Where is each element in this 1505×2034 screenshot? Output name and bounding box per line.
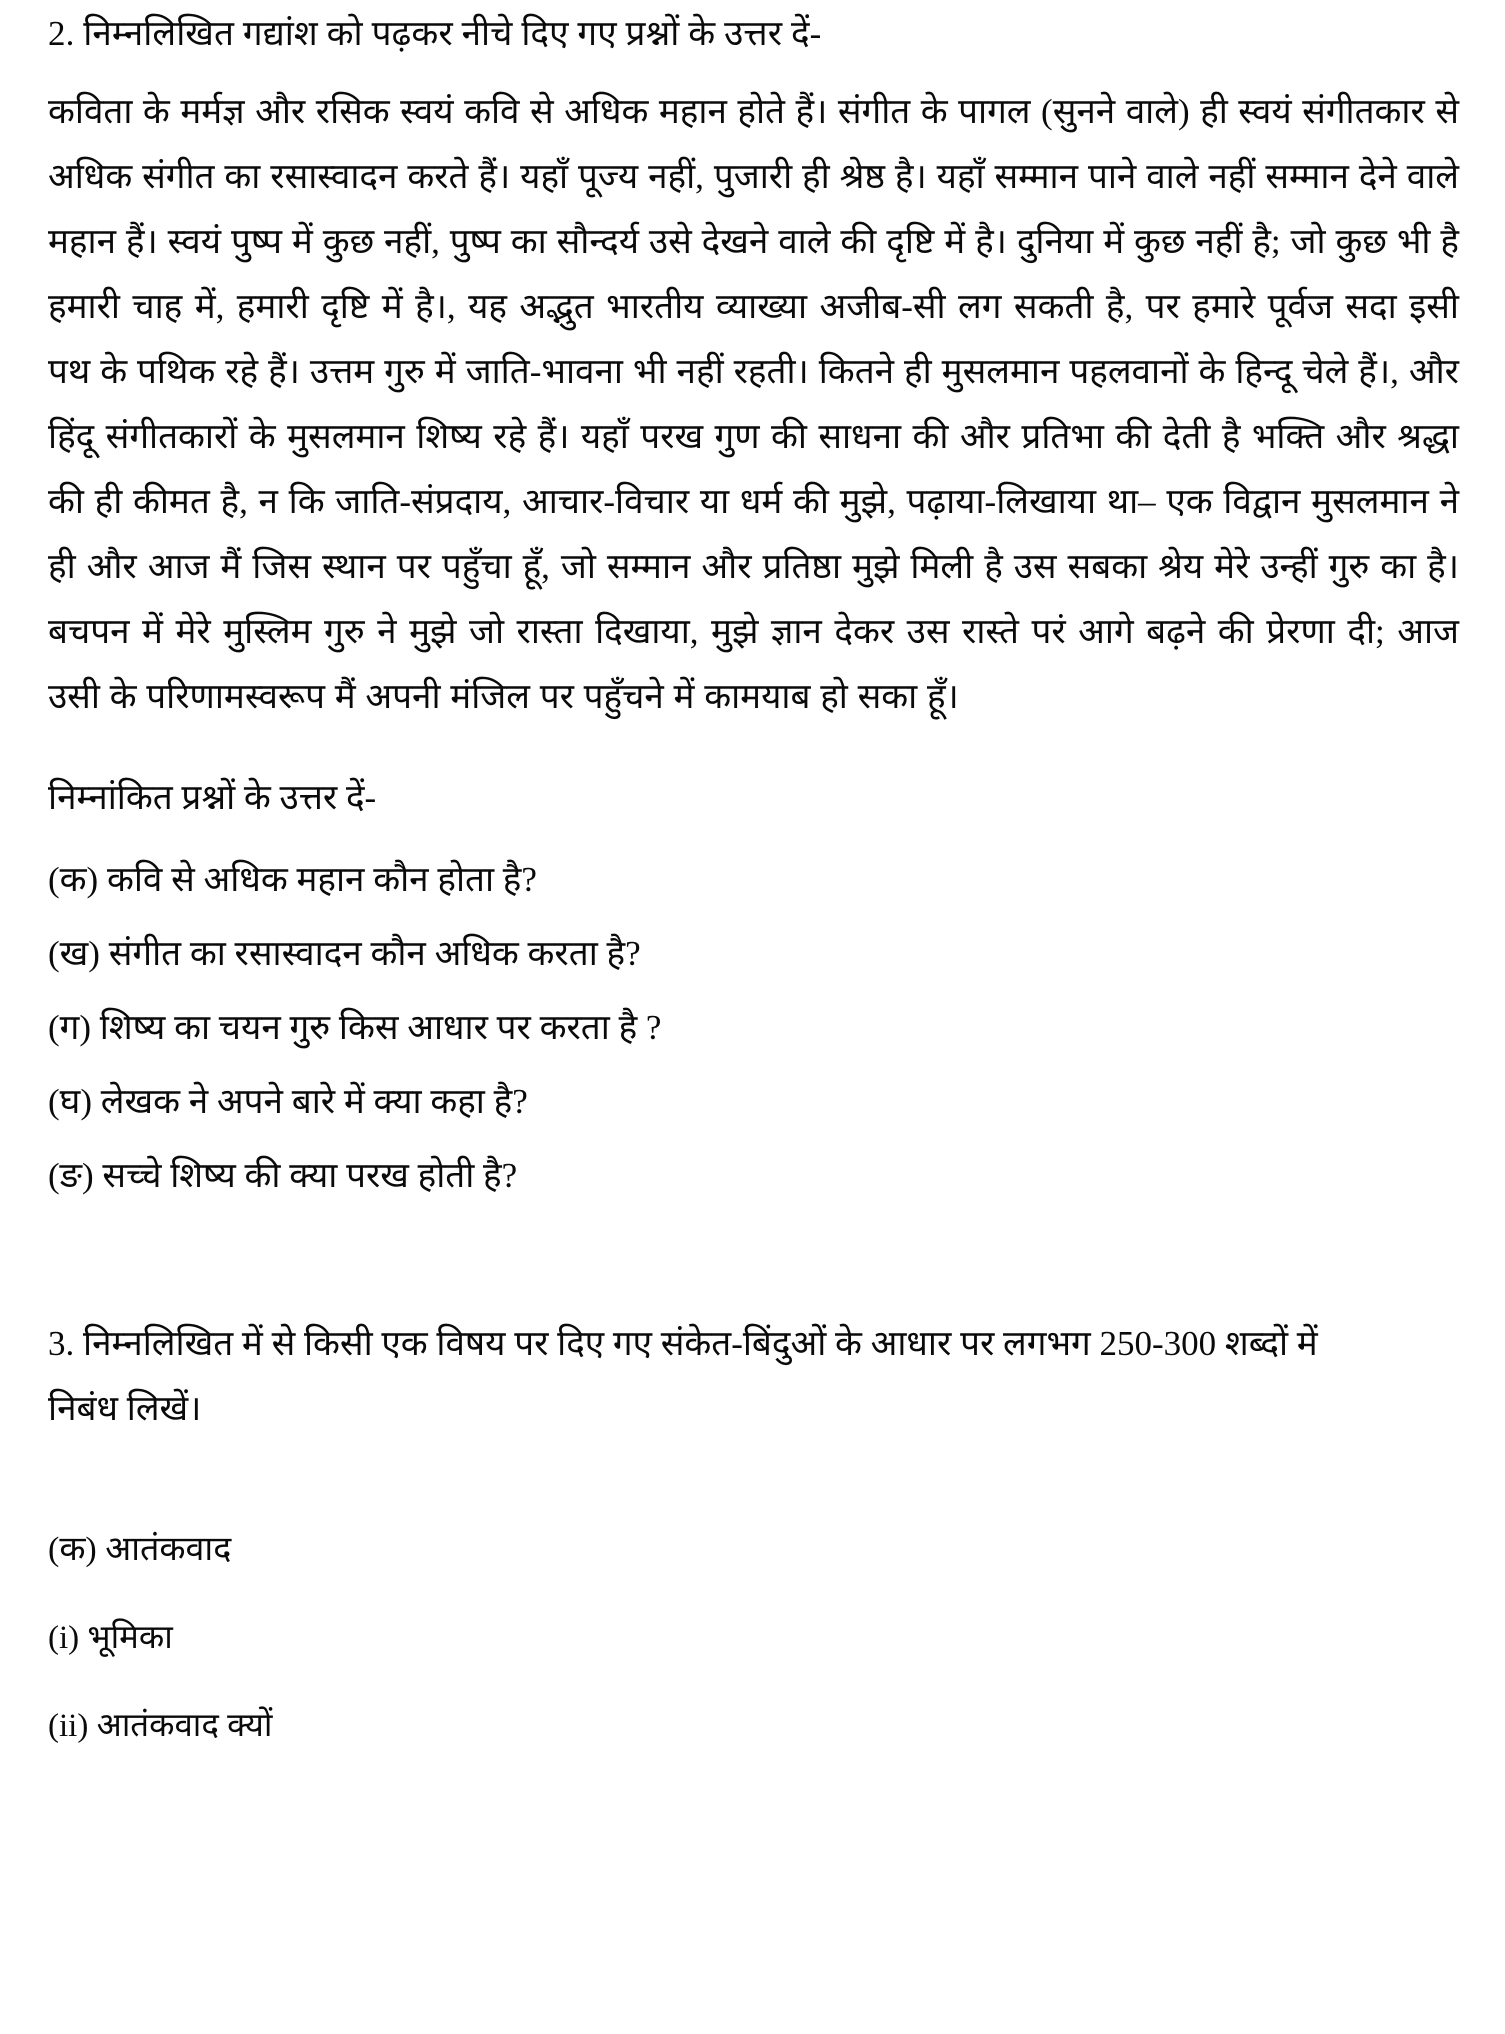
- list-item: [48, 855, 1459, 905]
- spacer: [48, 1225, 1459, 1311]
- topic-list: [48, 1527, 1459, 1749]
- question-list: [48, 855, 1459, 1201]
- section2-heading: 2. निम्नलिखित गद्यांश को पढ़कर नीचे दिए गए प्रश्नों के उत्तर दें-: [48, 14, 822, 53]
- section3-heading: 3. निम्नलिखित में से किसी एक विषय पर दिए गए संकेत-बिंदुओं के आधार पर लगभग 250-300 शब्दों में निबंध लिखें।: [48, 1324, 1318, 1428]
- question-text: शिष्य का चयन गुरु किस आधार पर करता है ?: [99, 1008, 662, 1047]
- topic-marker: (i): [48, 1620, 88, 1656]
- spacer: [48, 729, 1459, 755]
- question-text: लेखक ने अपने बारे में क्या कहा है?: [100, 1082, 528, 1121]
- list-item: [48, 1527, 1459, 1573]
- question-marker: (ङ): [48, 1156, 103, 1195]
- list-item: [48, 1615, 1459, 1661]
- question-text: सच्चे शिष्य की क्या परख होती है?: [102, 1156, 518, 1195]
- spacer: [48, 1441, 1459, 1527]
- question-marker: (क): [48, 860, 107, 899]
- list-item: [48, 1151, 1459, 1201]
- questions-intro: निम्नांकित प्रश्नों के उत्तर दें-: [48, 778, 377, 817]
- list-item: [48, 1077, 1459, 1127]
- question-marker: (ख): [48, 934, 109, 973]
- list-item: [48, 1003, 1459, 1053]
- question-text: संगीत का रसास्वादन कौन अधिक करता है?: [108, 934, 641, 973]
- topic-marker: (क): [48, 1531, 106, 1568]
- question-text: कवि से अधिक महान कौन होता है?: [106, 860, 537, 899]
- section2-passage: कविता के मर्मज्ञ और रसिक स्वयं कवि से अधिक महान होते हैं। संगीत के पागल (सुनने वाले) ही स्वयं संगीतकार से अधिक संगीत का रसास्वादन करते हैं। यहाँ पूज्य नहीं, पुजारी ही श्रेष्ठ है। यहाँ सम्मान पाने वाले नहीं सम्मान देने वाले महान हैं। स्वयं पुष्प में कुछ नहीं, पुष्प का सौन्दर्य उसे देखने वाले की दृष्टि में है। दुनिया में कुछ नहीं है; जो कुछ भी है हमारी चाह में, हमारी दृष्टि में है।, यह अद्भुत भारतीय व्याख्या अजीब-सी लग सकती है, पर हमारे पूर्वज सदा इसी पथ के पथिक रहे हैं। उत्तम गुरु में जाति-भावना भी नहीं रहती। कितने ही मुसलमान पहलवानों के हिन्दू चेले हैं।, और हिंदू संगीतकारों के मुसलमान शिष्य रहे हैं। यहाँ परख गुण की साधना की और प्रतिभा की देती है भक्ति और श्रद्धा की ही कीमत है, न कि जाति-संप्रदाय, आचार-विचार या धर्म की मुझे, पढ़ाया-लिखाया था– एक विद्वान मुसलमान ने ही और आज मैं जिस स्थान पर पहुँचा हूँ, जो सम्मान और प्रतिष्ठा मुझे मिली है उस सबका श्रेय मेरे उन्हीं गुरु का है। बचपन में मेरे मुस्लिम गुरु ने मुझे जो रास्ता दिखाया, मुझे ज्ञान देकर उस रास्ते परं आगे बढ़ने की प्रेरणा दी; आज उसी के परिणामस्वरूप मैं अपनी मंजिल पर पहुँचने में कामयाब हो सका हूँ।: [48, 92, 1459, 716]
- topic-text: आतंकवाद क्यों: [96, 1708, 273, 1744]
- spacer: [48, 829, 1459, 855]
- list-item: [48, 929, 1459, 979]
- topic-marker: (ii): [48, 1708, 97, 1744]
- question-marker: (घ): [48, 1082, 101, 1121]
- topic-text: आतंकवाद: [105, 1531, 232, 1568]
- question-marker: (ग): [48, 1008, 100, 1047]
- list-item: [48, 1703, 1459, 1749]
- topic-text: भूमिका: [87, 1620, 173, 1656]
